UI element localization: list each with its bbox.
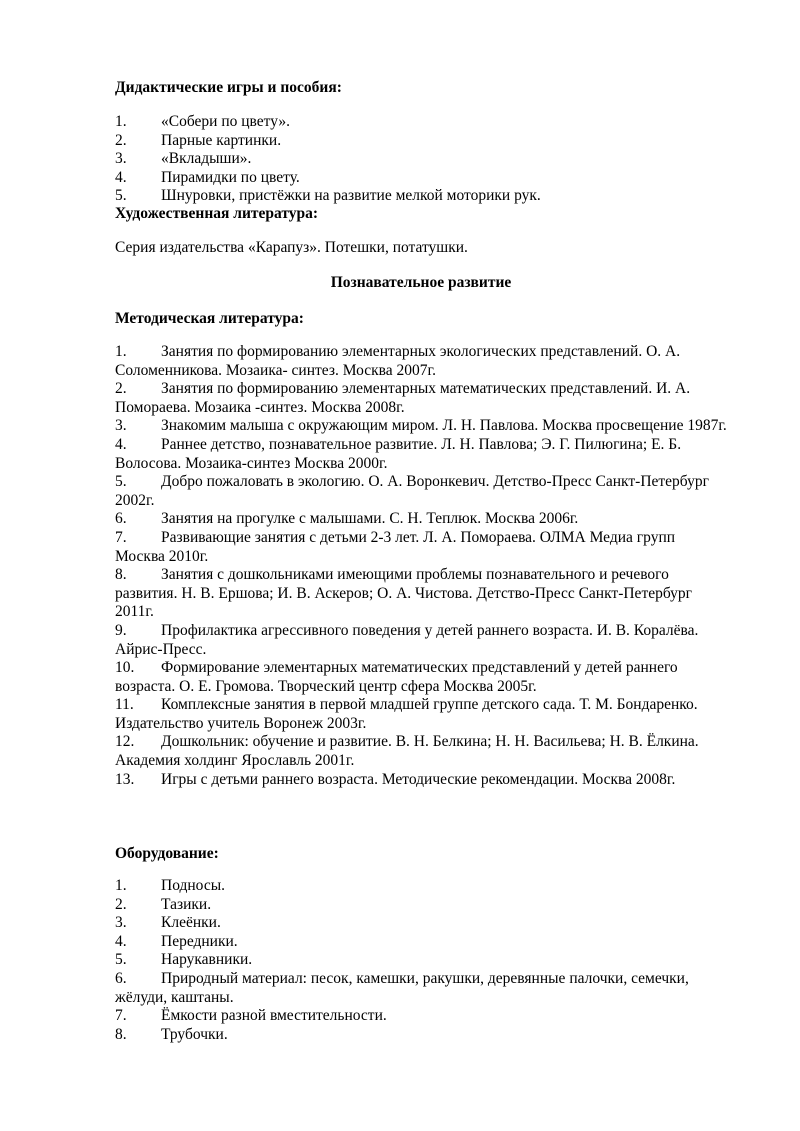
item-text: Занятия с дошкольниками имеющими проблемы познавательного и речевого развития. Н. В. Ершова; И. В. Аскеров; О. А. Чистова. Детство-Пресс Санкт-Петербург 2011г. — [115, 566, 692, 621]
list-item — [115, 473, 727, 510]
equipment-heading: Оборудование: — [115, 845, 219, 862]
item-text: Шнуровки, пристёжки на развитие мелкой моторики рук. — [161, 187, 541, 205]
cognitive-development-title: Познавательное развитие — [330, 274, 512, 291]
list-item — [115, 696, 727, 733]
item-number: 8. — [115, 1025, 127, 1043]
item-text: Дошкольник: обучение и развитие. В. Н. Белкина; Н. Н. Васильева; Н. В. Ёлкина. Академия холдинг Ярославль 2001г. — [115, 733, 699, 770]
list-item — [115, 659, 727, 696]
list-item — [115, 1026, 727, 1045]
list-item — [115, 896, 727, 915]
item-text: Парные картинки. — [161, 131, 282, 149]
list-item — [115, 113, 727, 132]
list-item — [115, 187, 727, 206]
item-number: 4. — [115, 435, 127, 453]
fiction-heading: Художественная литература: — [115, 205, 319, 222]
item-number: 7. — [115, 528, 127, 546]
item-text: Занятия по формированию элементарных математических представлений. И. А. Помораева. Мозаика -синтез. Москва 2008г. — [115, 380, 691, 416]
item-number: 7. — [115, 1007, 127, 1025]
item-text: Трубочки. — [161, 1025, 228, 1043]
item-text: Профилактика агрессивного поведения у детей раннего возраста. И. В. Коралёва. Айрис-Пресс. — [115, 621, 699, 658]
item-number: 13. — [115, 770, 135, 788]
list-item — [115, 877, 727, 896]
item-text: Подносы. — [161, 877, 225, 894]
methodical-literature-heading: Методическая литература: — [115, 310, 304, 327]
item-number: 2. — [115, 131, 127, 149]
equipment-list — [115, 877, 727, 1044]
item-text: «Собери по цвету». — [161, 113, 290, 130]
item-text: «Вкладыши». — [161, 150, 252, 168]
list-item — [115, 566, 727, 622]
item-text: Нарукавники. — [161, 951, 253, 969]
item-text: Игры с детьми раннего возраста. Методические рекомендации. Москва 2008г. — [161, 770, 676, 788]
item-text: Пирамидки по цвету. — [161, 168, 300, 186]
list-item — [115, 1007, 727, 1026]
item-number: 4. — [115, 168, 127, 186]
item-text: Занятия на прогулке с малышами. С. Н. Теплюк. Москва 2006г. — [161, 510, 579, 528]
item-number: 6. — [115, 969, 127, 987]
item-text: Развивающие занятия с детьми 2-3 лет. Л. А. Помораева. ОЛМА Медиа групп Москва 2010г. — [115, 528, 676, 565]
item-text: Знакомим малыша с окружающим миром. Л. Н. Павлова. Москва просвещение 1987г. — [161, 417, 727, 435]
item-number: 5. — [115, 473, 127, 491]
list-item — [115, 150, 727, 169]
methodical-literature-list — [115, 343, 727, 789]
list-item — [115, 132, 727, 151]
list-item — [115, 970, 727, 1007]
list-item — [115, 380, 727, 417]
item-number: 2. — [115, 895, 127, 913]
item-text: Комплексные занятия в первой младшей группе детского сада. Т. М. Бондаренко. Издательство учитель Воронеж 2003г. — [115, 696, 698, 732]
list-item — [115, 436, 727, 473]
list-item — [115, 951, 727, 970]
item-number: 3. — [115, 417, 127, 435]
item-number: 5. — [115, 951, 127, 969]
item-text: Ёмкости разной вместительности. — [161, 1007, 387, 1025]
didactic-games-heading: Дидактические игры и пособия: — [115, 79, 342, 96]
list-item — [115, 933, 727, 952]
list-item — [115, 169, 727, 188]
list-item — [115, 343, 727, 380]
item-number: 6. — [115, 510, 127, 528]
item-number: 11. — [115, 696, 134, 714]
item-number: 10. — [115, 659, 135, 677]
fiction-text: Серия издательства «Карапуз». Потешки, потатушки. — [115, 239, 468, 256]
item-number: 3. — [115, 914, 127, 932]
item-text: Клеёнки. — [161, 914, 221, 932]
item-text: Природный материал: песок, камешки, ракушки, деревянные палочки, семечки, жёлуди, каштаны. — [115, 969, 689, 1006]
item-number: 1. — [115, 877, 127, 894]
list-item — [115, 622, 727, 659]
list-item — [115, 771, 727, 790]
item-number: 1. — [115, 343, 127, 360]
item-number: 12. — [115, 733, 135, 751]
list-item — [115, 510, 727, 529]
item-number: 9. — [115, 621, 127, 639]
item-text: Раннее детство, познавательное развитие. Л. Н. Павлова; Э. Г. Пилюгина; Е. Б. Волосова. Мозаика-синтез Москва 2000г. — [115, 435, 682, 472]
item-number: 5. — [115, 187, 127, 205]
item-text: Формирование элементарных математических представлений у детей раннего возраста. О. Е. Громова. Творческий центр сфера Москва 2005г. — [115, 659, 678, 695]
item-text: Тазики. — [161, 895, 212, 913]
list-item — [115, 733, 727, 770]
item-number: 8. — [115, 566, 127, 584]
item-number: 2. — [115, 380, 127, 398]
list-item — [115, 914, 727, 933]
item-number: 3. — [115, 150, 127, 168]
item-text: Передники. — [161, 932, 238, 950]
didactic-games-list — [115, 113, 727, 206]
item-text: Добро пожаловать в экологию. О. А. Воронкевич. Детство-Пресс Санкт-Петербург 2002г. — [115, 473, 709, 509]
item-number: 1. — [115, 113, 127, 130]
item-number: 4. — [115, 932, 127, 950]
item-text: Занятия по формированию элементарных экологических представлений. О. А. Соломенникова. Мозаика- синтез. Москва 2007г. — [115, 343, 681, 379]
list-item — [115, 529, 727, 566]
list-item — [115, 417, 727, 436]
